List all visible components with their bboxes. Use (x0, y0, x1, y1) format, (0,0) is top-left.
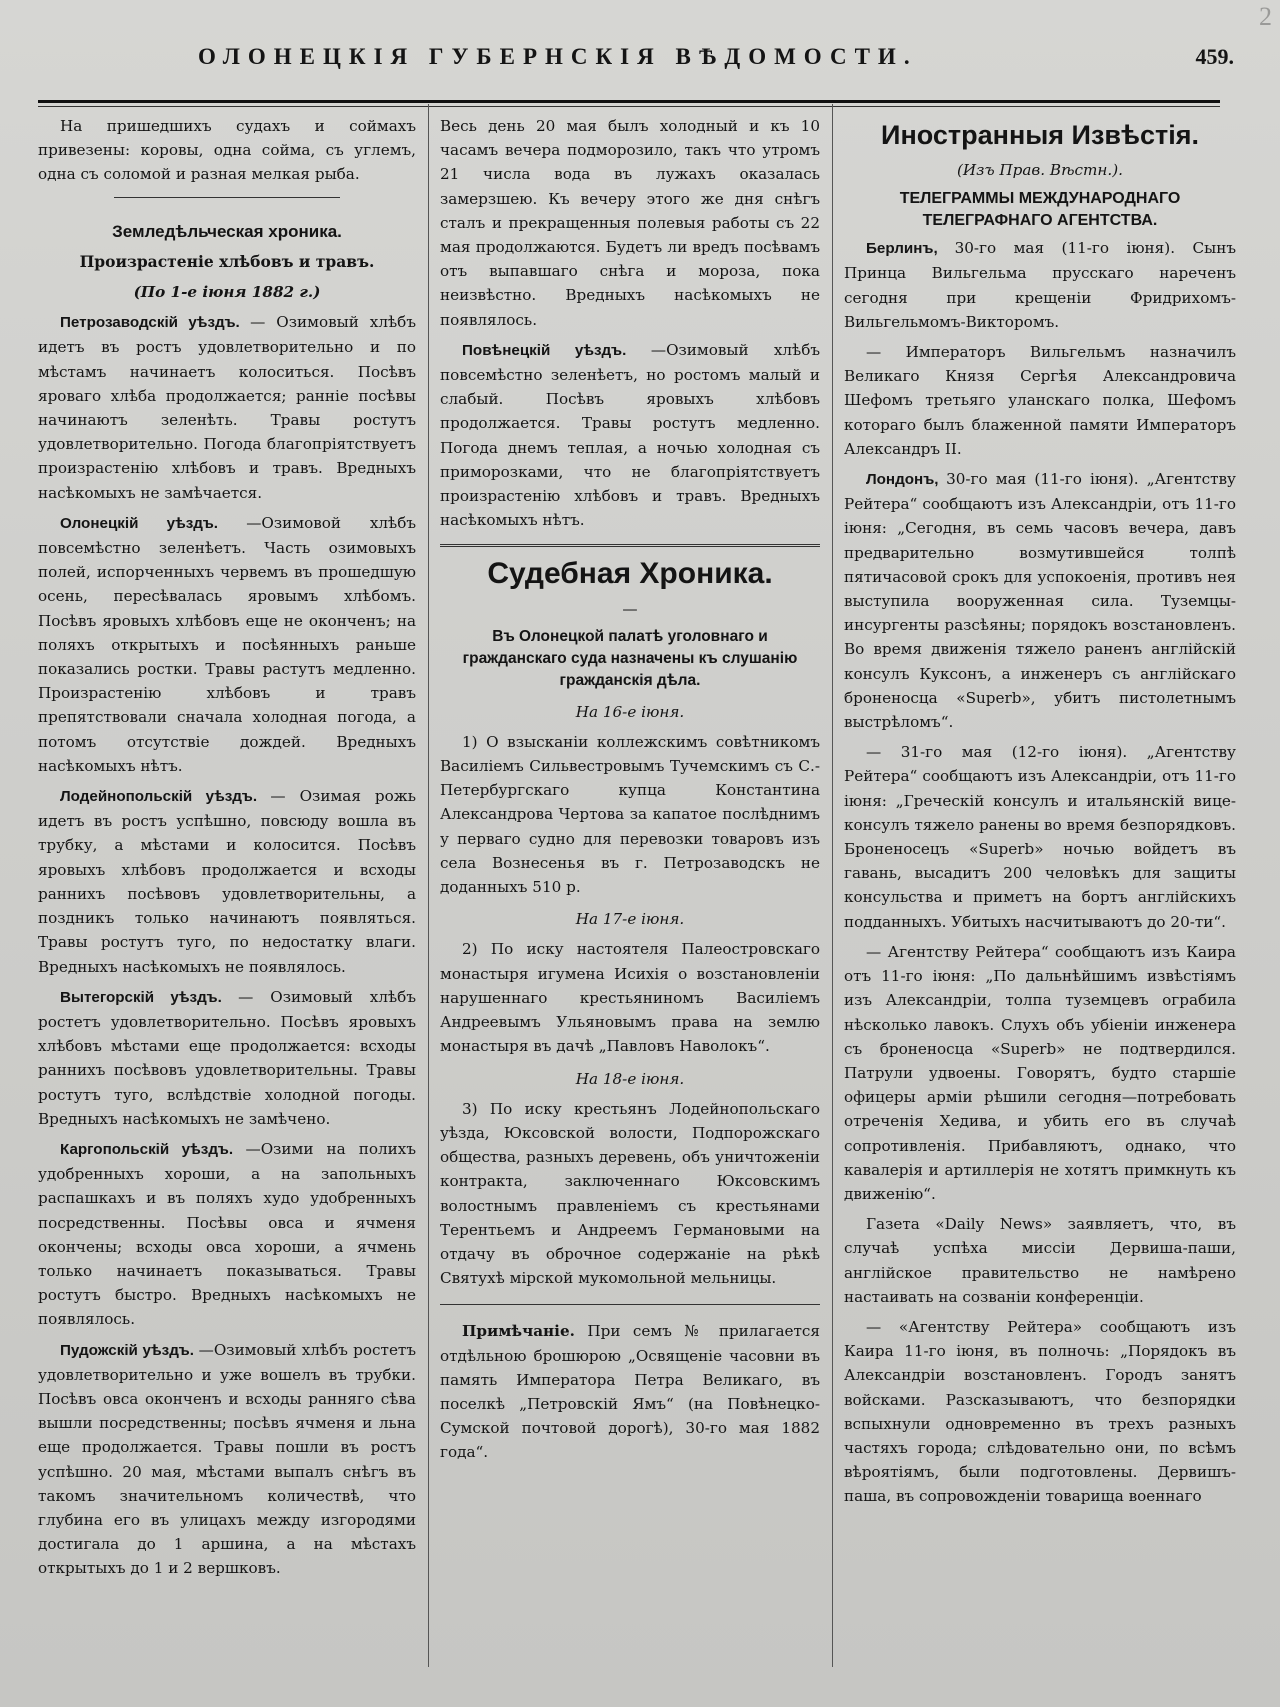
telegram-item (844, 236, 1236, 334)
case-text: 1) О взысканіи коллежскимъ совѣтникомъ Василіемъ Сильвестровымъ Тучемскимъ съ С.-Петербургскаго купца Константина Александрова Чертова за капатое послѣднимъ у перваго судно для перевозки товаровъ изъ села Вознесенья въ г. Петрозаводскъ не доданныхъ 510 р. (440, 732, 820, 897)
district-lead: Лодейнопольскій уѣздъ. (60, 788, 271, 806)
separator (114, 197, 341, 198)
title-dash: — (622, 600, 638, 619)
note-paragraph (440, 1319, 820, 1464)
header-rule (38, 100, 1220, 103)
header-rule-thin (38, 106, 1220, 107)
section-title-court: Судебная Хроника. (487, 557, 773, 591)
scan-page-mark: 2 (1259, 2, 1272, 31)
district-text: — Озимая рожь идетъ въ ростъ успѣшно, повсюду вошла въ трубку, а мѣстами и колосится. Посѣвъ яровыхъ хлѣбовъ продолжается и всходы раннихъ посѣвовъ удовлетворительны, а поздникъ только начинаютъ появляться. Травы ростутъ туго, по недостатку влаги. Вредныхъ насѣкомыхъ не появлялось. (38, 787, 416, 976)
district-report (38, 784, 416, 979)
povenets-paragraph (440, 338, 820, 533)
telegram-text: — 31-го мая (12-го іюня). „Агентству Рейтера“ сообщаютъ изъ Александріи, отъ 11-го іюня: „Греческій консулъ и итальянскій вице-консулъ тяжело ранены во время безпорядковъ. Броненосецъ «Superb» ночью войдетъ въ гавань, высадитъ 200 человѣкъ для защиты консульства и приметъ на бортъ англійскихъ подданныхъ. Убитыхъ насчитываютъ до 20-ти“. (844, 743, 1236, 931)
telegram-items (844, 236, 1236, 1508)
telegram-text: — Агентству Рейтера“ сообщаютъ изъ Каира отъ 11-го іюня: „По дальнѣйшимъ извѣстіямъ изъ Александріи, толпа туземцевъ ограбила нѣсколько лавокъ. Слухъ объ убіеніи инженера съ броненосца «Superb» не подтвердился. Патрули удвоены. Говорятъ, будто старшіе офицеры арміи рѣшили сегодня—потребовать отреченія Хедива, и убить его въ случаѣ сопротивленія. Прибавляютъ, однако, что кавалерія и артиллерія не хотятъ примкнуть къ движенію“. (844, 942, 1236, 1203)
telegram-text: Газета «Daily News» заявляетъ, что, въ случаѣ успѣха миссіи Дервиша-паши, англійское правительство не намѣрено настаивать на созваніи конференціи. (844, 1215, 1236, 1306)
district-text: —Озимовой хлѣбъ повсемѣстно зеленѣетъ. Часть озимовыхъ полей, испорченныхъ червемъ въ прошедшую осень, пересѣвалась яровымъ хлѣбомъ. Посѣвъ яровыхъ хлѣбовъ еще не оконченъ; на поляхъ открытыхъ и посѣянныхъ раньше показались ростки. Травы растутъ медленно. Произрастенію хлѣбовъ и травъ препятствовали сначала холодная погода, а потомъ отсутствіе дождей. Вредныхъ насѣкомыхъ нѣтъ. (38, 513, 417, 775)
section-title-agriculture: Земледѣльческая хроника. (112, 221, 342, 241)
district-reports (38, 310, 416, 1580)
telegram-item (844, 940, 1236, 1206)
telegram-item (844, 340, 1236, 461)
district-report (38, 1338, 416, 1581)
telegram-city: Лондонъ, (866, 471, 947, 489)
newspaper-title: ОЛОНЕЦКІЯ ГУБЕРНСКІЯ ВѢДОМОСТИ. (198, 44, 918, 69)
district-lead: Вытегорскій уѣздъ. (60, 988, 239, 1006)
telegram-item (844, 467, 1236, 734)
telegram-city: Берлинъ, (866, 240, 955, 258)
court-cases (440, 700, 820, 1291)
page-header (38, 36, 1234, 96)
section-subtitle: Произрастеніе хлѣбовъ и травъ. (79, 251, 375, 271)
news-source: (Изъ Прав. Вѣстн.). (957, 161, 1123, 179)
separator (440, 1304, 820, 1305)
telegram-item (844, 1212, 1236, 1309)
section-title-foreign-news: Иностранныя Извѣстія. (881, 120, 1199, 150)
district-lead: Олонецкій уѣздъ. (60, 514, 247, 532)
note-label: Примѣчаніе. (462, 1322, 575, 1341)
telegram-text: 30-го мая (11-го іюня). Сынъ Принца Вильгельма прусскаго нареченъ сегодня при крещеніи Фридрихомъ-Вильгельмомъ-Викторомъ. (844, 239, 1236, 331)
district-lead: Повѣнецкій уѣздъ. (462, 341, 651, 359)
column-1 (38, 114, 416, 1667)
case-date: На 17-е іюня. (575, 910, 685, 929)
district-lead: Петрозаводскій уѣздъ. (60, 314, 251, 332)
district-text: — Озимовый хлѣбъ идетъ въ ростъ удовлетворительно и по мѣстамъ начинаетъ колоситься. Посѣвъ яроваго хлѣба продолжается; ранніе посѣвы начинаютъ зеленѣть. Травы ростутъ удовлетворительно. Погода благопріятствуетъ произрастенію хлѣбовъ и травъ. Вредныхъ насѣкомыхъ не замѣчается. (38, 313, 416, 502)
district-text: —Озимовый хлѣбъ повсемѣстно зеленѣетъ, но ростомъ малый и слабый. Посѣвъ яровыхъ хлѣбовъ продолжается. Травы ростутъ медленно. Погода днемъ теплая, а ночью холодная съ приморозками, что не благопріятствуетъ произрастенію хлѣбовъ и травъ. Вредныхъ насѣкомыхъ нѣтъ. (440, 340, 820, 530)
telegram-title: ТЕЛЕГРАММЫ МЕЖДУНАРОДНАГО ТЕЛЕГРАФНАГО АГЕНТСТВА. (899, 190, 1181, 230)
district-report (38, 511, 416, 778)
case-date: На 16-е іюня. (575, 702, 685, 721)
court-subtitle: Въ Олонецкой палатѣ уголовнаго и гражданскаго суда назначены къ слушанію гражданскія дѣла. (462, 627, 798, 689)
arrivals-paragraph: На пришедшихъ судахъ и соймахъ привезены: коровы, одна сойма, съ углемъ, одна съ соломой и разная мелкая рыба. (38, 117, 416, 184)
column-3 (844, 114, 1236, 1667)
page-number: 459. (1195, 44, 1234, 69)
column-2 (440, 114, 820, 1667)
district-report (38, 985, 416, 1131)
separator-double (440, 544, 820, 547)
note-text: При семъ № прилагается отдѣльною брошюрою „Освященіе часовни въ память Императора Петра Великаго, въ поселкѣ „Петровскій Ямъ“ (на Повѣнецко-Сумской почтовой дорогѣ), 30-го мая 1882 года“. (440, 1322, 820, 1462)
district-lead: Каргопольскій уѣздъ. (60, 1140, 246, 1158)
telegram-text: — «Агентству Рейтера» сообщаютъ изъ Каира 11-го іюня, въ полночь: „Порядокъ въ Александріи возстановленъ. Городъ занятъ войсками. Разсказываютъ, что безпорядки вспыхнули одновременно въ трехъ разныхъ частяхъ города; слѣдовательно они, по всѣмъ вѣроятіямъ, были подготовлены. Дервишъ-паша, въ сопровожденіи товарища военнаго (844, 1317, 1236, 1506)
dateline: (По 1-е іюня 1882 г.) (133, 283, 321, 302)
column-divider-2 (832, 104, 833, 1667)
weather-paragraph: Весь день 20 мая былъ холодный и къ 10 часамъ вечера подморозило, такъ что утромъ 21 числа вода въ лужахъ оказалась замерзшею. Къ вечеру этого же дня снѣгъ сталъ и прекращенныя полевыя работы съ 22 мая продолжаются. Будетъ ли вредъ посѣвамъ отъ выпавшаго снѣга и мороза, пока неизвѣстно. Вредныхъ насѣкомыхъ не появлялось. (440, 117, 820, 329)
column-divider-1 (428, 104, 429, 1667)
case-text: 3) По иску крестьянъ Лодейнопольскаго уѣзда, Юксовской волости, Подпорожскаго общества, разныхъ деревень, объ уничтоженіи контракта, заключеннаго Юксовскимъ волостнымъ правленіемъ съ крестьянами Терентьемъ и Андреемъ Германовыми на отдачу въ оброчное содержаніе на рѣкѣ Святухѣ мірской мукомольной мельницы. (440, 1099, 820, 1288)
district-lead: Пудожскій уѣздъ. (60, 1341, 199, 1359)
case-date: На 18-е іюня. (575, 1069, 685, 1088)
district-report (38, 310, 416, 505)
telegram-item (844, 1315, 1236, 1509)
district-text: — Озимовый хлѣбъ ростетъ удовлетворительно. Посѣвъ яровыхъ хлѣбовъ мѣстами еще продолжается: всходы раннихъ посѣвовъ удовлетворительны. Травы ростутъ туго, вслѣдствіе холодной погоды. Вредныхъ насѣкомыхъ не замѣчено. (38, 987, 416, 1128)
telegram-item (844, 740, 1236, 934)
case-text: 2) По иску настоятеля Палеостровскаго монастыря игумена Исихія о возстановленіи нарушеннаго крестьяниномъ Василіемъ Андреевымъ Ульяновымъ права на землю монастыря въ дачѣ „Павловъ Наволокъ“. (440, 940, 820, 1056)
district-text: —Озими на полихъ удобренныхъ хороши, а на запольныхъ распашкахъ и въ поляхъ худо удобренныхъ посредственны. Посѣвы овса и ячменя окончены; всходы овса хороши, а ячмень только начинаетъ показываться. Травы ростутъ быстро. Вредныхъ насѣкомыхъ не появлялось. (38, 1139, 416, 1329)
telegram-text: 30-го мая (11-го іюня). „Агентству Рейтера“ сообщаютъ изъ Александріи, отъ 11-го іюня: „Сегодня, въ семь часовъ вечера, давъ предварительно возмутившейся толпѣ пятичасовой срокъ для успокоенія, противъ нея выступила вооруженная сила. Туземцы-инсургенты разсѣяны; порядокъ возстановленъ. Во время движенія тяжело раненъ англійскій консулъ Куксонъ, а инженеръ съ англійскаго броненосца «Superb», убитъ пистолетнымъ выстрѣломъ“. (844, 470, 1236, 732)
telegram-text: — Императоръ Вильгельмъ назначилъ Великаго Князя Сергѣя Александровича Шефомъ третьяго уланскаго полка, Шефомъ котораго былъ блаженной памяти Императоръ Александръ II. (844, 343, 1236, 458)
district-text: —Озимовый хлѣбъ ростетъ удовлетворительно и уже вошелъ въ трубки. Посѣвъ овса оконченъ и всходы ранняго сѣва вышли посредственны; посѣвъ ячменя и льна еще продолжается. Травы пошли въ ростъ успѣшно. 20 мая, мѣстами выпалъ снѣгъ въ такомъ значительномъ количествѣ, что глубина его въ улицахъ между изгородями достигала до 1 аршина, а на мѣстахъ открытыхъ до 1 и 2 вершковъ. (38, 1340, 416, 1578)
district-report (38, 1137, 416, 1332)
